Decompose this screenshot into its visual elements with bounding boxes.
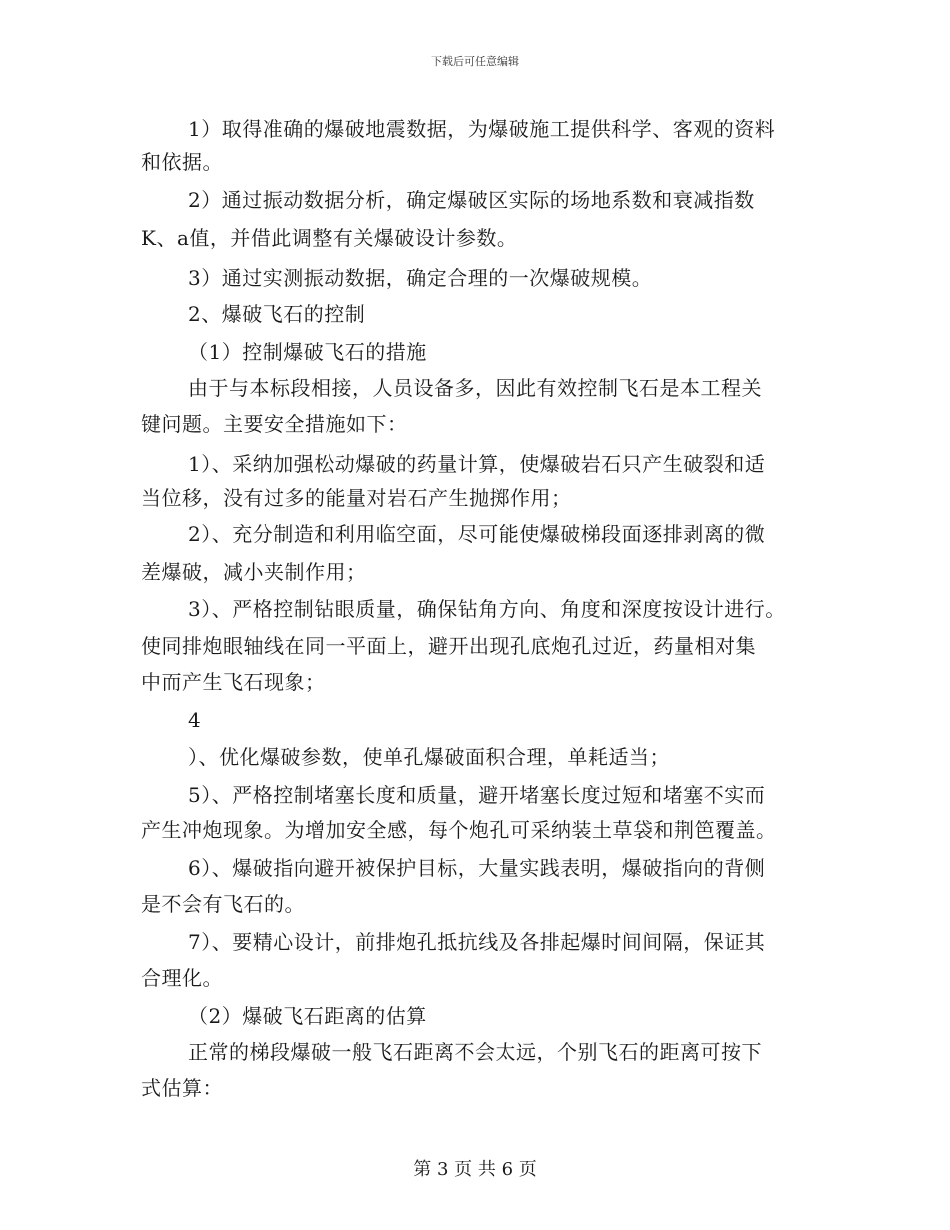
- paragraph-line: 产生冲炮现象。为增加安全感，每个炮孔可采纳装土草袋和荆笆覆盖。: [141, 818, 777, 842]
- paragraph-line: 合理化。: [141, 966, 223, 990]
- paragraph-line: K、a值，并借此调整有关爆破设计参数。: [141, 226, 518, 250]
- paragraph-line: 3）通过实测振动数据，确定合理的一次爆破规模。: [188, 266, 653, 290]
- paragraph-line: 1）、采纳加强松动爆破的药量计算，使爆破岩石只产生破裂和适: [188, 452, 766, 476]
- subsection-heading: （1）控制爆破飞石的措施: [188, 340, 427, 364]
- paragraph-line: 6）、爆破指向避开被保护目标，大量实践表明，爆破指向的背侧: [188, 856, 766, 880]
- paragraph-line: 1）取得准确的爆破地震数据，为爆破施工提供科学、客观的资料: [188, 117, 776, 141]
- paragraph-line: 中而产生飞石现象；: [141, 670, 326, 694]
- paragraph-line: 3）、严格控制钻眼质量，确保钻角方向、角度和深度按设计进行。: [188, 597, 786, 621]
- paragraph-line: 使同排炮眼轴线在同一平面上，避开出现孔底炮孔过近，药量相对集: [141, 634, 756, 658]
- paragraph-line: 当位移，没有过多的能量对岩石产生抛掷作用；: [141, 486, 572, 510]
- paragraph-line: 式估算：: [141, 1076, 223, 1100]
- paragraph-line: 2）、充分制造和利用临空面，尽可能使爆破梯段面逐排剥离的微: [188, 522, 766, 546]
- paragraph-line: 2）通过振动数据分析，确定爆破区实际的场地系数和衰减指数: [188, 188, 755, 212]
- paragraph-line: 5）、严格控制堵塞长度和质量，避开堵塞长度过短和堵塞不实而: [188, 783, 766, 807]
- paragraph-line: 键问题。主要安全措施如下：: [141, 412, 408, 436]
- paragraph-line: 正常的梯段爆破一般飞石距离不会太远，个别飞石的距离可按下: [188, 1040, 762, 1064]
- page-number-footer: 第 3 页 共 6 页: [413, 1159, 537, 1180]
- paragraph-line: 由于与本标段相接，人员设备多，因此有效控制飞石是本工程关: [188, 376, 762, 400]
- paragraph-line: 是不会有飞石的。: [141, 892, 305, 916]
- paragraph-line: 4: [188, 708, 202, 732]
- paragraph-line: 7）、要精心设计，前排炮孔抵抗线及各排起爆时间间隔，保证其: [188, 930, 766, 954]
- paragraph-line: ）、优化爆破参数，使单孔爆破面积合理，单耗适当；: [188, 745, 670, 769]
- page-header: 下载后可任意编辑: [431, 55, 519, 68]
- section-heading: 2、爆破飞石的控制: [188, 302, 366, 326]
- paragraph-line: 差爆破，减小夹制作用；: [141, 560, 367, 584]
- paragraph-line: 和依据。: [141, 150, 223, 174]
- subsection-heading: （2）爆破飞石距离的估算: [188, 1004, 427, 1028]
